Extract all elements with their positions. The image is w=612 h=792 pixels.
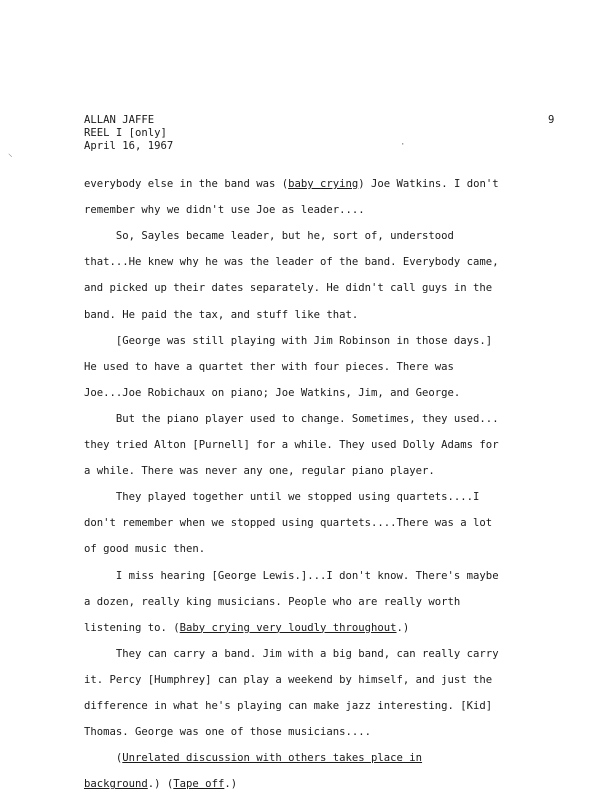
line-text: So, Sayles became leader, but he, sort of, understood	[84, 230, 454, 243]
line-text: that...He knew why he was the leader of the band. Everybody came,	[84, 256, 499, 269]
transcript-line	[84, 596, 554, 608]
transcript-line	[84, 517, 554, 529]
transcript-line	[84, 230, 554, 242]
line-text: and picked up their dates separately. He didn't call guys in the	[84, 282, 493, 295]
transcript-line	[84, 178, 554, 190]
underlined-text: background	[84, 778, 148, 791]
line-text: .)	[224, 778, 238, 791]
transcript-line	[84, 543, 554, 555]
transcript-line	[84, 778, 554, 790]
line-text: .)	[396, 621, 410, 634]
transcript-line	[84, 256, 554, 268]
underlined-text: Baby crying very loudly throughout	[179, 621, 397, 634]
line-text: I miss hearing [George Lewis.]...I don't know. There's maybe	[84, 569, 499, 582]
line-text: But the piano player used to change. Sometimes, they used...	[84, 412, 499, 425]
transcript-line	[84, 700, 554, 712]
line-text: (	[84, 752, 123, 765]
transcript-line	[84, 413, 554, 425]
transcript-line	[84, 491, 554, 503]
line-text: difference in what he's playing can make jazz interesting. [Kid]	[84, 700, 493, 712]
transcript-line	[84, 282, 554, 294]
line-text: everybody else in the band was (	[84, 178, 289, 190]
line-text: .) (	[147, 778, 174, 791]
transcript-line	[84, 674, 554, 686]
transcript-line	[84, 387, 554, 399]
transcript-line	[84, 439, 554, 451]
page-number: 9	[548, 114, 555, 126]
transcript-line	[84, 465, 554, 477]
line-text: They can carry a band. Jim with a big band, can really carry	[84, 647, 499, 660]
line-text: Joe...Joe Robichaux on piano; Joe Watkins, Jim, and George.	[84, 386, 461, 399]
transcript-line	[84, 309, 554, 321]
transcript-line	[84, 648, 554, 660]
transcript-line	[84, 570, 554, 582]
line-text: of good music then.	[84, 543, 206, 556]
line-text: don't remember when we stopped using quartets....There was a lot	[84, 517, 493, 530]
line-text: a dozen, really king musicians. People who are really worth	[84, 595, 461, 608]
line-text: Thomas. George was one of those musicians....	[84, 726, 372, 739]
transcript-line	[84, 335, 554, 347]
line-text: listening to. (	[84, 621, 180, 634]
line-text: ) Joe Watkins. I don't	[358, 178, 499, 190]
line-text: it. Percy [Humphrey] can play a weekend by himself, and just the	[84, 673, 493, 686]
line-text: He used to have a quartet ther with four pieces. There was	[84, 360, 454, 373]
transcript-line	[84, 204, 554, 216]
line-text: a while. There was never any one, regular piano player.	[84, 465, 435, 478]
interview-date: April 16, 1967	[84, 140, 174, 152]
line-text: band. He paid the tax, and stuff like that.	[84, 308, 359, 321]
scan-speck-icon: ·	[400, 140, 406, 150]
underlined-text: Tape off	[173, 778, 225, 791]
interviewee-name: ALLAN JAFFE	[84, 114, 155, 126]
reel-label: REEL I [only]	[84, 127, 167, 139]
scan-speck-icon: ⸌	[8, 153, 13, 163]
line-text: [George was still playing with Jim Robinson in those days.]	[84, 334, 493, 347]
transcript-line	[84, 752, 554, 764]
transcript-line	[84, 622, 554, 634]
transcript-line	[84, 361, 554, 373]
transcript-line	[84, 726, 554, 738]
underlined-text: Unrelated discussion with others takes place in	[122, 752, 423, 765]
line-text: they tried Alton [Purnell] for a while. They used Dolly Adams for	[84, 439, 499, 451]
underlined-text: baby crying	[288, 178, 359, 190]
line-text: remember why we didn't use Joe as leader....	[84, 204, 365, 217]
line-text: They played together until we stopped using quartets....I	[84, 491, 480, 504]
